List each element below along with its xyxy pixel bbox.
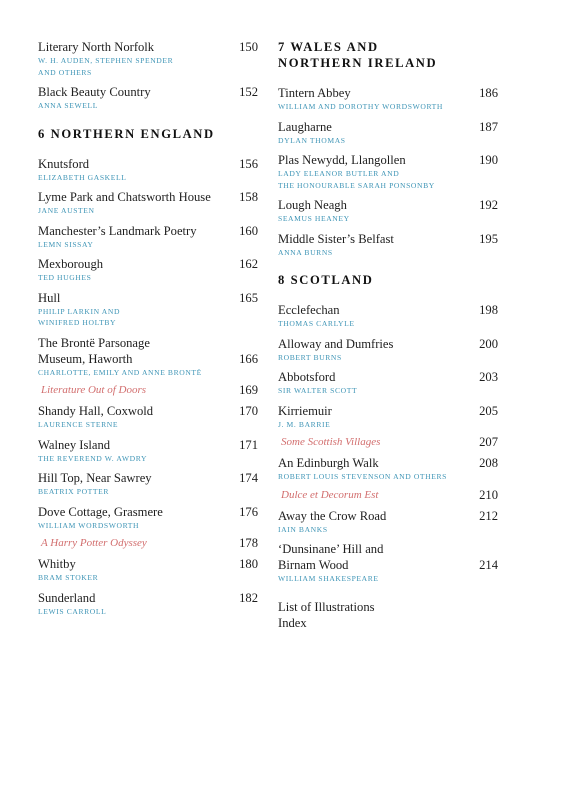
section-heading-line: 7 WALES AND [278, 40, 379, 54]
toc-entry-title: Dove Cottage, Grasmere [38, 504, 163, 519]
toc-sub-entry [38, 383, 259, 397]
toc-entry-row [278, 152, 499, 168]
toc-entry-row [278, 455, 499, 471]
toc-entry-hill-top-near-sawrey [38, 470, 259, 498]
toc-entry-row [38, 223, 259, 239]
toc-entry-walney-island [38, 437, 259, 465]
toc-entry-title: Alloway and Dumfries [278, 336, 394, 351]
toc-entry-dove-cottage-grasmere [38, 504, 259, 551]
toc-entry-row [38, 403, 259, 419]
toc-entry-row [38, 156, 259, 172]
toc-entry-sunderland [38, 590, 259, 618]
toc-entry-title: Black Beauty Country [38, 85, 151, 99]
toc-sub-entry-title: A Harry Potter Odyssey [41, 537, 147, 549]
toc-entry-author: LADY ELEANOR BUTLER AND [278, 169, 400, 178]
toc-entry-author: WILLIAM AND DOROTHY WORDSWORTH [278, 102, 443, 111]
toc-entry-author: ELIZABETH GASKELL [38, 172, 127, 182]
toc-entry-author: BEATRIX POTTER [38, 487, 110, 496]
toc-page-number: 190 [479, 153, 498, 167]
toc-entry-author: CHARLOTTE, EMILY AND ANNE BRONTË [38, 367, 202, 377]
toc-sub-entry-title: Some Scottish Villages [281, 436, 381, 448]
toc-entry-author: ROBERT BURNS [278, 352, 342, 362]
toc-entry-lyme-park-and-chatsworth-house [38, 189, 259, 217]
toc-page-number: 205 [479, 403, 498, 418]
back-matter-list [278, 599, 499, 631]
toc-entry-abbotsford [278, 369, 499, 397]
toc-page-number: 160 [239, 223, 258, 238]
toc-entry-whitby [38, 556, 259, 584]
toc-entry-row [38, 335, 259, 367]
toc-sub-entry-title: Dulce et Decorum Est [281, 488, 379, 501]
toc-entry-kirriemuir [278, 403, 499, 450]
toc-page-number: 174 [239, 471, 258, 485]
toc-entry-author: THOMAS CARLYLE [278, 319, 355, 328]
toc-page-number: 152 [239, 85, 258, 99]
toc-entry-title: Lough Neagh [278, 198, 347, 212]
toc-entry-hull [38, 290, 259, 329]
toc-entry-row [38, 556, 259, 572]
toc-entry-row [278, 403, 499, 419]
toc-entry-row [38, 39, 259, 55]
toc-page-number: 156 [239, 156, 258, 171]
toc-entry-title: Knutsford [38, 156, 90, 171]
toc-entry-the-bront-parsonage-museum-haworth [38, 335, 259, 398]
toc-entry-title: Literary North Norfolk [38, 40, 155, 54]
toc-entry-title: Walney Island [38, 437, 111, 452]
toc-entry-title: Middle Sister’s Belfast [278, 231, 394, 246]
toc-entry-author: AND OTHERS [38, 67, 92, 77]
toc-entry-row [38, 189, 259, 205]
toc-entry-title: ‘Dunsinane’ Hill and [278, 542, 384, 556]
toc-entry-title: The Brontë Parsonage [38, 335, 150, 350]
left-column [38, 39, 259, 623]
toc-entry-title: Shandy Hall, Coxwold [38, 404, 154, 418]
toc-entry-row [278, 119, 499, 135]
toc-entry-row [278, 231, 499, 247]
toc-entry-title: Manchester’s Landmark Poetry [38, 223, 197, 238]
toc-entry-row [278, 197, 499, 213]
toc-entry-author: JANE AUSTEN [38, 206, 95, 215]
toc-entry-mexborough [38, 256, 259, 284]
toc-entry-author: THE HONOURABLE SARAH PONSONBY [278, 180, 435, 190]
toc-entry-author: ANNA BURNS [278, 247, 333, 257]
toc-page-number: 182 [239, 590, 258, 605]
toc-entry-title: Whitby [38, 557, 76, 571]
back-matter-item: List of Illustrations [278, 599, 375, 614]
toc-page-number: 166 [239, 351, 258, 366]
toc-entry-author: W. H. AUDEN, STEPHEN SPENDER [38, 56, 174, 65]
toc-entry-alloway-and-dumfries [278, 336, 499, 364]
toc-page-number: 180 [239, 557, 258, 571]
toc-entry-row [38, 504, 259, 520]
toc-entry-dunsinane-hill-and-birnam-wood [278, 541, 499, 585]
toc-entry-literary-north-norfolk [38, 39, 259, 78]
section-heading-line: NORTHERN IRELAND [278, 56, 438, 70]
toc-entry-title: Lyme Park and Chatsworth House [38, 190, 211, 204]
toc-page-number: 200 [479, 336, 498, 351]
toc-entry-away-the-crow-road [278, 508, 499, 536]
toc-entry-row [278, 302, 499, 318]
toc-entry-plas-newydd-llangollen [278, 152, 499, 191]
toc-entry-black-beauty-country [38, 84, 259, 112]
toc-sub-entry-title: Literature Out of Doors [41, 384, 147, 396]
toc-page-number: 207 [479, 435, 498, 449]
toc-entry-shandy-hall-coxwold [38, 403, 259, 431]
toc-entry-author: PHILIP LARKIN AND [38, 306, 121, 316]
toc-entry-row [278, 541, 499, 573]
toc-sub-entry [38, 536, 259, 550]
toc-entry-author: WILLIAM SHAKESPEARE [278, 574, 379, 583]
toc-entry-author: BRAM STOKER [38, 573, 99, 582]
toc-entry-author: TED HUGHES [38, 273, 92, 282]
toc-entry-laugharne [278, 119, 499, 147]
toc-entry-title: An Edinburgh Walk [278, 456, 379, 470]
toc-page-number: 203 [479, 370, 498, 384]
toc-sub-entry [278, 435, 499, 449]
toc-entry-tintern-abbey [278, 85, 499, 113]
toc-page-number: 150 [239, 40, 258, 54]
toc-entry-middle-sister-s-belfast [278, 231, 499, 259]
toc-entry-title: Away the Crow Road [278, 508, 387, 523]
section-heading-wales-northern-ireland [278, 39, 499, 71]
toc-entry-row [278, 508, 499, 524]
toc-sub-entry [278, 488, 499, 502]
toc-entry-author: SEAMUS HEANEY [278, 214, 350, 223]
toc-page-number: 169 [239, 383, 258, 397]
toc-entry-author: LEWIS CARROLL [38, 606, 107, 616]
toc-entry-author: LEMN SISSAY [38, 239, 94, 249]
toc-entry-row [278, 336, 499, 352]
toc-entry-row [278, 85, 499, 101]
toc-page-number: 192 [479, 198, 498, 212]
section-heading-line: 8 SCOTLAND [278, 273, 374, 287]
toc-entry-title: Kirriemuir [278, 403, 332, 418]
toc-page-number: 176 [239, 504, 258, 519]
toc-entry-knutsford [38, 156, 259, 184]
toc-page-number: 187 [479, 119, 498, 134]
section-heading-scotland [278, 272, 499, 288]
toc-entry-row [38, 590, 259, 606]
toc-page-number: 198 [479, 303, 498, 317]
toc-page-number: 195 [479, 231, 498, 246]
toc-entry-author: DYLAN THOMAS [278, 135, 346, 145]
section-heading-northern-england: 6 NORTHERN ENGLAND [38, 126, 215, 141]
toc-entry-author: J. M. BARRIE [278, 419, 331, 429]
toc-page-number: 158 [239, 190, 258, 204]
toc-entry-lough-neagh [278, 197, 499, 225]
toc-page-number: 214 [479, 558, 498, 572]
toc-page-number: 186 [479, 86, 498, 100]
toc-page-number: 210 [479, 487, 498, 502]
toc-entry-an-edinburgh-walk [278, 455, 499, 502]
toc-entry-title: Mexborough [38, 257, 104, 271]
back-matter-item: Index [278, 615, 307, 630]
toc-entry-title: Hull [38, 290, 61, 305]
toc-page-number: 208 [479, 456, 498, 470]
toc-entry-author: LAURENCE STERNE [38, 420, 119, 429]
toc-entry-author: WILLIAM WORDSWORTH [38, 520, 140, 530]
toc-entry-title: Plas Newydd, Llangollen [278, 153, 406, 167]
toc-entry-ecclefechan [278, 302, 499, 330]
toc-page-number: 212 [479, 508, 498, 523]
toc-entry-author: SIR WALTER SCOTT [278, 386, 358, 395]
toc-page-number: 162 [239, 257, 258, 271]
toc-entry-title: Birnam Wood [278, 558, 349, 572]
toc-entry-manchester-s-landmark-poetry [38, 223, 259, 251]
toc-entry-author: ANNA SEWELL [38, 101, 98, 110]
toc-entry-title: Sunderland [38, 590, 96, 605]
right-column [278, 39, 499, 631]
toc-entry-row [38, 470, 259, 486]
toc-entry-row [278, 369, 499, 385]
toc-entry-row [38, 256, 259, 272]
toc-entry-author: IAIN BANKS [278, 524, 328, 534]
toc-entry-title: Hill Top, Near Sawrey [38, 471, 152, 485]
toc-entry-title: Museum, Haworth [38, 351, 133, 366]
toc-entry-title: Abbotsford [278, 370, 336, 384]
toc-entry-title: Tintern Abbey [278, 86, 351, 100]
toc-entry-author: THE REVEREND W. AWDRY [38, 453, 148, 463]
toc-page-number: 178 [239, 536, 258, 550]
toc-entry-author: WINIFRED HOLTBY [38, 318, 117, 327]
toc-entry-row [38, 437, 259, 453]
toc-page-number: 165 [239, 290, 258, 305]
toc-entry-title: Laugharne [278, 119, 332, 134]
toc-entry-row [38, 290, 259, 306]
toc-page-number: 171 [239, 437, 258, 452]
toc-entry-row [38, 84, 259, 100]
toc-entry-author: ROBERT LOUIS STEVENSON AND OTHERS [278, 472, 447, 481]
toc-entry-title: Ecclefechan [278, 303, 340, 317]
toc-page-number: 170 [239, 404, 258, 418]
